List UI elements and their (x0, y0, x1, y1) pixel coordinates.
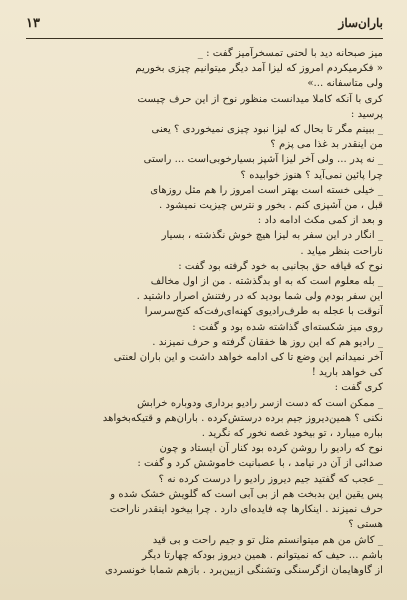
text-line: از گاوهایمان ازگرسنگی وتشنگی ازبین‌برد . بازهم شمابا خونسردی (104, 564, 383, 576)
text-line: آنوقت با عجله به طرف‌رادیوی کهنه‌ای‌رفت‌که کنج‌سرسرا (144, 306, 383, 318)
text-line: پرسید : (350, 108, 383, 120)
text-line: این سفر بودم ولی شما بودید که در رفتنش اصرار داشتید . (136, 291, 383, 303)
text-line: نکنی ؟ همین‌دیروز جیم برده درستش‌کرده . باران‌هم و قتیکه‌بخواهد (102, 412, 383, 424)
text-line: پس یقین این بدبخت هم از بی آبی است که گلویش خشک شده و (110, 488, 383, 500)
text-line: من اینقدر بد غذا می پزم ؟ (270, 139, 383, 151)
text-line: کری با آنکه کاملا میدانست منظور نوح از این حرف چیست (137, 93, 383, 105)
text-line: نوح که رادیو را روشن کرده بود کنار آن ایستاد و چون (159, 443, 383, 455)
text-line: آخر نمیدانم این وضع تا کی ادامه خواهد داشت و این باران لعنتی (113, 352, 383, 364)
text-line: _ عجب که گفتید جیم دیروز رادیو را درست کرده نه ؟ (158, 473, 383, 485)
text-line: ولی متاسفانه ...» (307, 78, 383, 90)
text-line: صدائی از آن در نیامد ، با عصبانیت خاموشش کرد و گفت : (137, 458, 383, 470)
text-line: و بعد از کمی مکث ادامه داد : (257, 215, 383, 227)
text-line: _ خیلی خسته است بهتر است امروز را هم مثل روزهای (150, 184, 383, 196)
text-line: بباره میبارد ، تو بیخود غصه نخور که نگرید . (201, 428, 383, 440)
text-line: _ رادیو هم که این روز ها خفقان گرفته و حرف نمیزند . (152, 336, 383, 348)
text-line: _ کاش من هم میتوانستم مثل تو و جیم راحت و بی قید (152, 534, 383, 546)
text-line: هستی ؟ (348, 519, 383, 531)
text-line: کری گفت : (334, 382, 383, 394)
text-line: ناراحت بنظر میاید . (300, 245, 383, 257)
text-line: کی خواهد بارید ! (311, 367, 383, 379)
page-header (26, 14, 383, 39)
text-line: _ ممکن است که دست ازسر رادیو برداری ودوباره خرابش (137, 397, 383, 409)
running-title: باران‌ساز (338, 16, 383, 30)
text-line: چرا پائین نمی‌آید ؟ هنوز خوابیده ؟ (240, 169, 383, 181)
text-line: _ نه پدر ... ولی آخر لیزا آشپز بسیارخوبی‌است ... راستی (143, 154, 383, 166)
page-number: ۱۳ (26, 16, 40, 31)
text-line: روی میز شکسته‌ای گذاشته شده بود و گفت : (192, 321, 383, 333)
text-line: _ انگار در این سفر به لیزا هیچ خوش نگذشته ، بسیار (161, 230, 383, 242)
page-body (26, 46, 383, 590)
text-line: میز صبحانه دید با لحنی تمسخرآمیز گفت : _ (197, 48, 383, 59)
text-line: باشم ... حیف که نمیتوانم . همین دیروز بودکه چهارتا دیگر (142, 549, 383, 561)
text-line: « فکرمیکردم امروز که لیزا آمد دیگر میتوانیم چیزی بخوریم (135, 63, 383, 75)
text-line: _ ببینم مگر تا بحال که لیزا نبود چیزی نمیخوردی ؟ یعنی (151, 124, 383, 136)
text-line: _ بله معلوم است که به او بدگذشته . من از اول مخالف (150, 276, 383, 288)
text-line: نوح که قیافه حق بجانبی به خود گرفته بود گفت : (178, 260, 383, 272)
text-line: قبل ، من آشپزی کنم . بخور و نترس چیزیت نمیشود . (159, 200, 383, 212)
text-line: حرف نمیزند . اینکارها چه فایده‌ای دارد . چرا بیخود اینقدر ناراحت (109, 504, 383, 516)
